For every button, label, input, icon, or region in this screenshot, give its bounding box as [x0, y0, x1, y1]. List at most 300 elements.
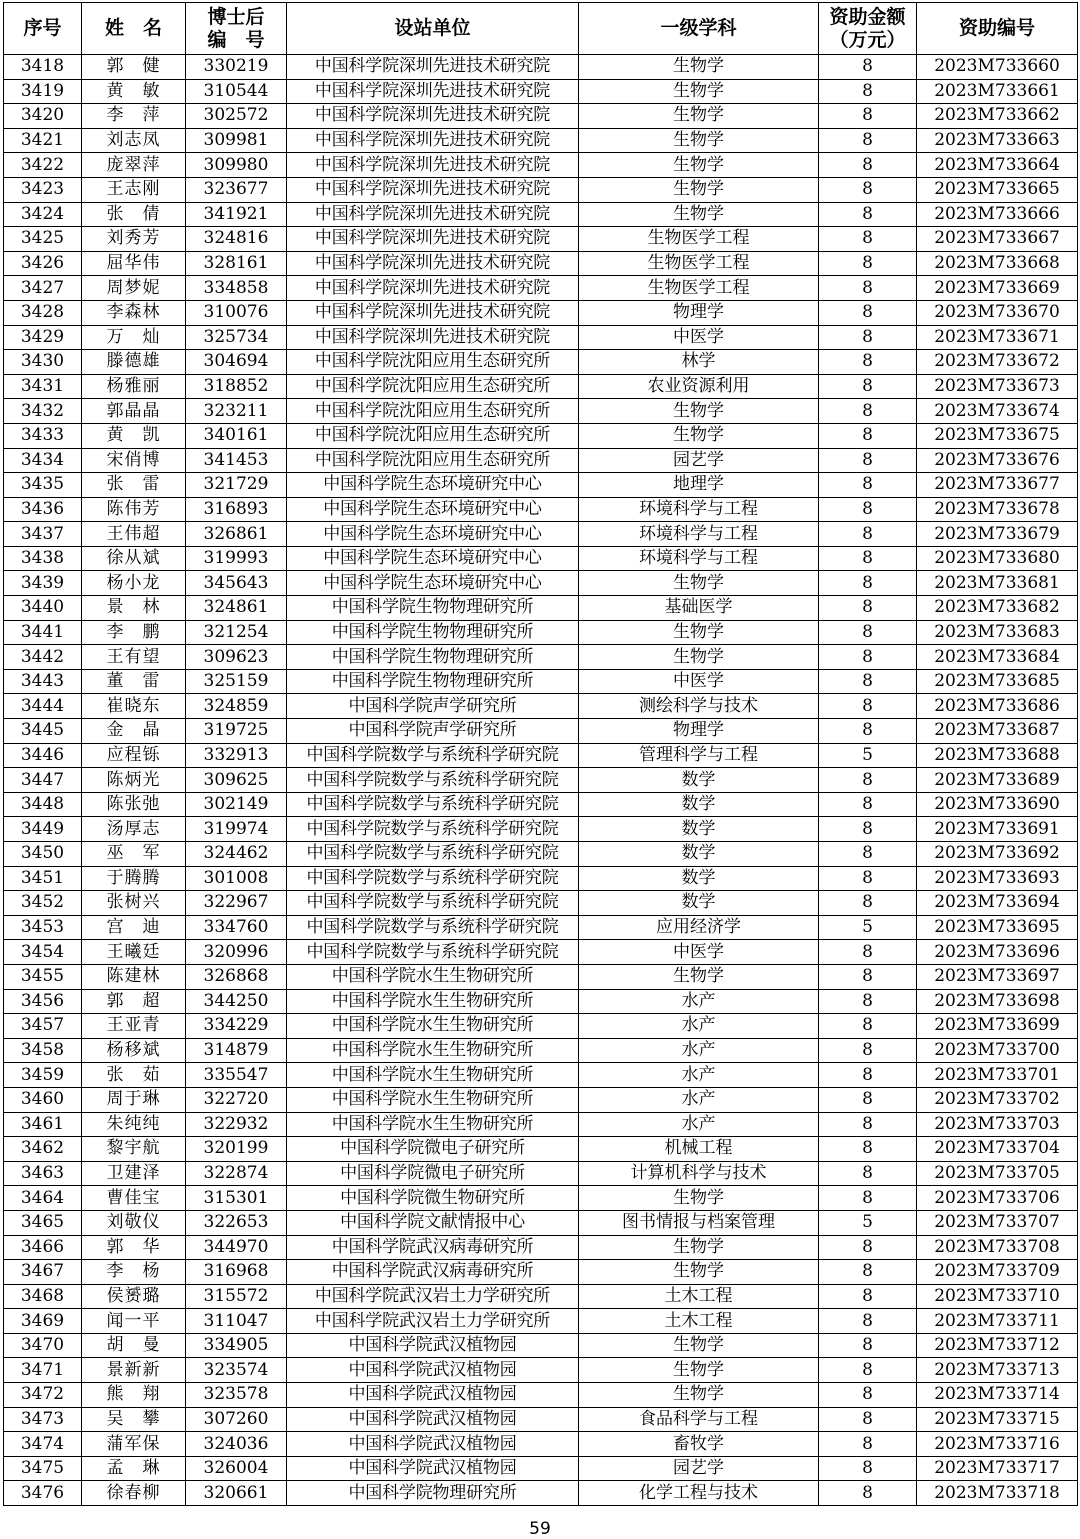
cell-amount: 8 [819, 325, 917, 350]
header-amount [819, 3, 917, 55]
cell-unit: 中国科学院生态环境研究中心 [287, 473, 579, 498]
table-row [4, 1260, 1078, 1285]
cell-unit: 中国科学院深圳先进技术研究院 [287, 251, 579, 276]
cell-postdoc-id: 325159 [186, 669, 287, 694]
cell-grant-id: 2023M733714 [917, 1383, 1078, 1408]
cell-seq: 3471 [4, 1358, 82, 1383]
header-amount-line1: 资助金额 [829, 5, 906, 28]
cell-discipline: 生物医学工程 [579, 251, 819, 276]
cell-seq: 3444 [4, 694, 82, 719]
table-row [4, 325, 1078, 350]
cell-unit: 中国科学院生态环境研究中心 [287, 571, 579, 596]
table-row [4, 55, 1078, 80]
cell-amount: 8 [819, 571, 917, 596]
cell-postdoc-id: 326861 [186, 522, 287, 547]
cell-amount: 8 [819, 251, 917, 276]
cell-grant-id: 2023M733667 [917, 227, 1078, 252]
cell-name: 滕德雄 [82, 350, 186, 375]
table-row [4, 423, 1078, 448]
cell-amount: 8 [819, 1186, 917, 1211]
cell-postdoc-id: 302149 [186, 792, 287, 817]
table-header [4, 3, 1078, 55]
cell-unit: 中国科学院数学与系统科学研究院 [287, 842, 579, 867]
table-row [4, 522, 1078, 547]
cell-postdoc-id: 316968 [186, 1260, 287, 1285]
cell-grant-id: 2023M733700 [917, 1038, 1078, 1063]
cell-name: 朱纯纯 [82, 1112, 186, 1137]
table-row [4, 1137, 1078, 1162]
cell-seq: 3450 [4, 842, 82, 867]
cell-seq: 3475 [4, 1456, 82, 1481]
cell-amount: 8 [819, 817, 917, 842]
cell-postdoc-id: 341921 [186, 202, 287, 227]
cell-seq: 3436 [4, 497, 82, 522]
cell-amount: 8 [819, 177, 917, 202]
cell-unit: 中国科学院水生生物研究所 [287, 964, 579, 989]
cell-unit: 中国科学院数学与系统科学研究院 [287, 817, 579, 842]
cell-discipline: 基础医学 [579, 596, 819, 621]
cell-postdoc-id: 319725 [186, 719, 287, 744]
cell-postdoc-id: 309981 [186, 128, 287, 153]
cell-name: 张 倩 [82, 202, 186, 227]
cell-grant-id: 2023M733706 [917, 1186, 1078, 1211]
table-row [4, 448, 1078, 473]
cell-grant-id: 2023M733686 [917, 694, 1078, 719]
cell-name: 王有望 [82, 645, 186, 670]
cell-amount: 8 [819, 1260, 917, 1285]
table-row [4, 620, 1078, 645]
cell-grant-id: 2023M733701 [917, 1063, 1078, 1088]
cell-amount: 8 [819, 1235, 917, 1260]
cell-postdoc-id: 334858 [186, 276, 287, 301]
cell-seq: 3422 [4, 153, 82, 178]
cell-seq: 3427 [4, 276, 82, 301]
cell-unit: 中国科学院水生生物研究所 [287, 1014, 579, 1039]
cell-name: 景新新 [82, 1358, 186, 1383]
cell-discipline: 生物医学工程 [579, 276, 819, 301]
cell-seq: 3456 [4, 989, 82, 1014]
cell-discipline: 地理学 [579, 473, 819, 498]
cell-postdoc-id: 326004 [186, 1456, 287, 1481]
cell-postdoc-id: 307260 [186, 1407, 287, 1432]
cell-seq: 3466 [4, 1235, 82, 1260]
cell-postdoc-id: 324036 [186, 1432, 287, 1457]
cell-postdoc-id: 325734 [186, 325, 287, 350]
cell-name: 黎宇航 [82, 1137, 186, 1162]
cell-discipline: 图书情报与档案管理 [579, 1210, 819, 1235]
funding-roster-table [3, 2, 1078, 1506]
cell-amount: 8 [819, 202, 917, 227]
cell-grant-id: 2023M733693 [917, 866, 1078, 891]
table-row [4, 891, 1078, 916]
cell-grant-id: 2023M733674 [917, 399, 1078, 424]
cell-name: 陈建林 [82, 964, 186, 989]
table-row [4, 669, 1078, 694]
cell-postdoc-id: 309623 [186, 645, 287, 670]
cell-seq: 3424 [4, 202, 82, 227]
cell-postdoc-id: 322967 [186, 891, 287, 916]
table-row [4, 177, 1078, 202]
table-row [4, 1407, 1078, 1432]
cell-postdoc-id: 330219 [186, 55, 287, 80]
cell-seq: 3454 [4, 940, 82, 965]
table-row [4, 1284, 1078, 1309]
cell-grant-id: 2023M733704 [917, 1137, 1078, 1162]
cell-unit: 中国科学院数学与系统科学研究院 [287, 792, 579, 817]
cell-grant-id: 2023M733702 [917, 1087, 1078, 1112]
cell-amount: 8 [819, 1014, 917, 1039]
cell-name: 杨小龙 [82, 571, 186, 596]
cell-seq: 3459 [4, 1063, 82, 1088]
cell-discipline: 生物学 [579, 423, 819, 448]
cell-seq: 3462 [4, 1137, 82, 1162]
cell-discipline: 数学 [579, 792, 819, 817]
cell-amount: 8 [819, 1161, 917, 1186]
cell-name: 郭 健 [82, 55, 186, 80]
cell-postdoc-id: 335547 [186, 1063, 287, 1088]
cell-discipline: 物理学 [579, 300, 819, 325]
cell-seq: 3463 [4, 1161, 82, 1186]
cell-grant-id: 2023M733711 [917, 1309, 1078, 1334]
cell-name: 徐从斌 [82, 546, 186, 571]
table-row [4, 915, 1078, 940]
cell-unit: 中国科学院声学研究所 [287, 694, 579, 719]
cell-discipline: 生物学 [579, 104, 819, 129]
cell-postdoc-id: 309980 [186, 153, 287, 178]
cell-unit: 中国科学院武汉植物园 [287, 1358, 579, 1383]
cell-grant-id: 2023M733694 [917, 891, 1078, 916]
cell-grant-id: 2023M733717 [917, 1456, 1078, 1481]
cell-name: 陈炳光 [82, 768, 186, 793]
cell-discipline: 水产 [579, 1038, 819, 1063]
cell-amount: 8 [819, 1063, 917, 1088]
cell-discipline: 生物学 [579, 1333, 819, 1358]
cell-unit: 中国科学院水生生物研究所 [287, 1038, 579, 1063]
table-row [4, 571, 1078, 596]
cell-unit: 中国科学院深圳先进技术研究院 [287, 153, 579, 178]
cell-name: 张树兴 [82, 891, 186, 916]
cell-amount: 8 [819, 940, 917, 965]
table-row [4, 374, 1078, 399]
cell-amount: 8 [819, 1432, 917, 1457]
cell-grant-id: 2023M733662 [917, 104, 1078, 129]
cell-unit: 中国科学院沈阳应用生态研究所 [287, 423, 579, 448]
cell-seq: 3421 [4, 128, 82, 153]
cell-amount: 8 [819, 1112, 917, 1137]
cell-postdoc-id: 304694 [186, 350, 287, 375]
cell-postdoc-id: 324859 [186, 694, 287, 719]
cell-postdoc-id: 314879 [186, 1038, 287, 1063]
cell-grant-id: 2023M733671 [917, 325, 1078, 350]
cell-discipline: 中医学 [579, 940, 819, 965]
cell-seq: 3457 [4, 1014, 82, 1039]
cell-name: 王志刚 [82, 177, 186, 202]
cell-seq: 3455 [4, 964, 82, 989]
table-row [4, 1383, 1078, 1408]
cell-unit: 中国科学院武汉植物园 [287, 1333, 579, 1358]
cell-postdoc-id: 332913 [186, 743, 287, 768]
cell-name: 蒲军保 [82, 1432, 186, 1457]
cell-amount: 8 [819, 669, 917, 694]
cell-amount: 8 [819, 1309, 917, 1334]
cell-amount: 5 [819, 1210, 917, 1235]
cell-amount: 8 [819, 300, 917, 325]
cell-amount: 5 [819, 743, 917, 768]
cell-seq: 3440 [4, 596, 82, 621]
cell-postdoc-id: 301008 [186, 866, 287, 891]
cell-postdoc-id: 309625 [186, 768, 287, 793]
cell-grant-id: 2023M733696 [917, 940, 1078, 965]
header-discipline: 一级学科 [579, 3, 819, 55]
cell-discipline: 水产 [579, 1112, 819, 1137]
cell-unit: 中国科学院武汉岩土力学研究所 [287, 1309, 579, 1334]
cell-seq: 3465 [4, 1210, 82, 1235]
cell-discipline: 畜牧学 [579, 1432, 819, 1457]
table-row [4, 1432, 1078, 1457]
cell-discipline: 生物学 [579, 153, 819, 178]
cell-amount: 8 [819, 842, 917, 867]
cell-name: 杨移斌 [82, 1038, 186, 1063]
cell-seq: 3460 [4, 1087, 82, 1112]
cell-amount: 8 [819, 1383, 917, 1408]
cell-unit: 中国科学院生物物理研究所 [287, 620, 579, 645]
cell-discipline: 物理学 [579, 719, 819, 744]
cell-seq: 3476 [4, 1481, 82, 1506]
cell-seq: 3469 [4, 1309, 82, 1334]
page-number: 59 [529, 1519, 551, 1539]
cell-unit: 中国科学院深圳先进技术研究院 [287, 227, 579, 252]
cell-unit: 中国科学院深圳先进技术研究院 [287, 177, 579, 202]
table-row [4, 473, 1078, 498]
cell-seq: 3453 [4, 915, 82, 940]
cell-name: 曹佳宝 [82, 1186, 186, 1211]
cell-amount: 8 [819, 350, 917, 375]
cell-discipline: 中医学 [579, 669, 819, 694]
cell-amount: 8 [819, 719, 917, 744]
cell-amount: 8 [819, 1407, 917, 1432]
cell-unit: 中国科学院微电子研究所 [287, 1161, 579, 1186]
cell-name: 景 林 [82, 596, 186, 621]
cell-postdoc-id: 323211 [186, 399, 287, 424]
cell-unit: 中国科学院数学与系统科学研究院 [287, 743, 579, 768]
cell-discipline: 水产 [579, 1063, 819, 1088]
cell-postdoc-id: 319974 [186, 817, 287, 842]
cell-grant-id: 2023M733687 [917, 719, 1078, 744]
cell-discipline: 园艺学 [579, 448, 819, 473]
cell-discipline: 生物学 [579, 645, 819, 670]
cell-amount: 8 [819, 104, 917, 129]
cell-unit: 中国科学院深圳先进技术研究院 [287, 325, 579, 350]
cell-name: 郭 超 [82, 989, 186, 1014]
cell-seq: 3464 [4, 1186, 82, 1211]
cell-postdoc-id: 328161 [186, 251, 287, 276]
cell-discipline: 生物学 [579, 1235, 819, 1260]
table-row [4, 1309, 1078, 1334]
cell-grant-id: 2023M733699 [917, 1014, 1078, 1039]
cell-amount: 8 [819, 866, 917, 891]
cell-postdoc-id: 320661 [186, 1481, 287, 1506]
cell-discipline: 化学工程与技术 [579, 1481, 819, 1506]
cell-name: 刘秀芳 [82, 227, 186, 252]
cell-unit: 中国科学院数学与系统科学研究院 [287, 768, 579, 793]
header-unit: 设站单位 [287, 3, 579, 55]
cell-seq: 3448 [4, 792, 82, 817]
cell-discipline: 林学 [579, 350, 819, 375]
cell-seq: 3472 [4, 1383, 82, 1408]
cell-amount: 8 [819, 128, 917, 153]
cell-unit: 中国科学院数学与系统科学研究院 [287, 915, 579, 940]
cell-name: 侯赟璐 [82, 1284, 186, 1309]
header-name: 姓 名 [82, 3, 186, 55]
cell-unit: 中国科学院沈阳应用生态研究所 [287, 350, 579, 375]
cell-seq: 3431 [4, 374, 82, 399]
cell-grant-id: 2023M733660 [917, 55, 1078, 80]
cell-discipline: 应用经济学 [579, 915, 819, 940]
cell-discipline: 数学 [579, 866, 819, 891]
cell-discipline: 园艺学 [579, 1456, 819, 1481]
cell-grant-id: 2023M733663 [917, 128, 1078, 153]
table-row [4, 645, 1078, 670]
cell-discipline: 土木工程 [579, 1284, 819, 1309]
cell-name: 崔晓东 [82, 694, 186, 719]
table-row [4, 153, 1078, 178]
cell-grant-id: 2023M733705 [917, 1161, 1078, 1186]
cell-grant-id: 2023M733692 [917, 842, 1078, 867]
cell-name: 屈华伟 [82, 251, 186, 276]
cell-discipline: 生物学 [579, 620, 819, 645]
cell-unit: 中国科学院深圳先进技术研究院 [287, 55, 579, 80]
cell-unit: 中国科学院水生生物研究所 [287, 1063, 579, 1088]
cell-amount: 8 [819, 497, 917, 522]
cell-amount: 8 [819, 1137, 917, 1162]
cell-seq: 3420 [4, 104, 82, 129]
cell-discipline: 水产 [579, 1087, 819, 1112]
cell-unit: 中国科学院沈阳应用生态研究所 [287, 399, 579, 424]
cell-amount: 8 [819, 768, 917, 793]
cell-postdoc-id: 340161 [186, 423, 287, 448]
cell-seq: 3449 [4, 817, 82, 842]
cell-seq: 3443 [4, 669, 82, 694]
cell-name: 孟 琳 [82, 1456, 186, 1481]
cell-seq: 3470 [4, 1333, 82, 1358]
table-row [4, 964, 1078, 989]
cell-grant-id: 2023M733673 [917, 374, 1078, 399]
cell-grant-id: 2023M733677 [917, 473, 1078, 498]
cell-seq: 3418 [4, 55, 82, 80]
cell-name: 董 雷 [82, 669, 186, 694]
table-row [4, 768, 1078, 793]
cell-discipline: 生物学 [579, 399, 819, 424]
cell-seq: 3426 [4, 251, 82, 276]
cell-postdoc-id: 324816 [186, 227, 287, 252]
document-page [3, 2, 1077, 1506]
cell-seq: 3447 [4, 768, 82, 793]
cell-amount: 8 [819, 374, 917, 399]
cell-name: 杨雅丽 [82, 374, 186, 399]
cell-unit: 中国科学院武汉植物园 [287, 1407, 579, 1432]
cell-discipline: 生物学 [579, 55, 819, 80]
cell-unit: 中国科学院深圳先进技术研究院 [287, 104, 579, 129]
cell-amount: 8 [819, 79, 917, 104]
cell-seq: 3452 [4, 891, 82, 916]
cell-postdoc-id: 345643 [186, 571, 287, 596]
cell-discipline: 数学 [579, 768, 819, 793]
cell-unit: 中国科学院生物物理研究所 [287, 596, 579, 621]
cell-discipline: 管理科学与工程 [579, 743, 819, 768]
cell-amount: 8 [819, 1038, 917, 1063]
cell-postdoc-id: 320996 [186, 940, 287, 965]
cell-postdoc-id: 320199 [186, 1137, 287, 1162]
cell-amount: 8 [819, 399, 917, 424]
cell-postdoc-id: 322874 [186, 1161, 287, 1186]
cell-name: 周于琳 [82, 1087, 186, 1112]
cell-seq: 3467 [4, 1260, 82, 1285]
cell-seq: 3433 [4, 423, 82, 448]
cell-name: 庞翠萍 [82, 153, 186, 178]
cell-grant-id: 2023M733672 [917, 350, 1078, 375]
cell-grant-id: 2023M733678 [917, 497, 1078, 522]
cell-seq: 3442 [4, 645, 82, 670]
table-row [4, 251, 1078, 276]
cell-postdoc-id: 334760 [186, 915, 287, 940]
cell-amount: 8 [819, 1456, 917, 1481]
cell-grant-id: 2023M733681 [917, 571, 1078, 596]
cell-name: 王曦廷 [82, 940, 186, 965]
cell-unit: 中国科学院物理研究所 [287, 1481, 579, 1506]
cell-name: 宋俏博 [82, 448, 186, 473]
cell-postdoc-id: 334905 [186, 1333, 287, 1358]
cell-postdoc-id: 322720 [186, 1087, 287, 1112]
cell-grant-id: 2023M733676 [917, 448, 1078, 473]
cell-amount: 8 [819, 55, 917, 80]
cell-name: 郭 华 [82, 1235, 186, 1260]
cell-unit: 中国科学院武汉病毒研究所 [287, 1260, 579, 1285]
cell-postdoc-id: 323574 [186, 1358, 287, 1383]
table-row [4, 1456, 1078, 1481]
cell-seq: 3445 [4, 719, 82, 744]
cell-unit: 中国科学院武汉植物园 [287, 1456, 579, 1481]
table-row [4, 1481, 1078, 1506]
cell-unit: 中国科学院水生生物研究所 [287, 989, 579, 1014]
cell-name: 王亚青 [82, 1014, 186, 1039]
cell-discipline: 生物学 [579, 128, 819, 153]
cell-discipline: 食品科学与工程 [579, 1407, 819, 1432]
cell-name: 胡 曼 [82, 1333, 186, 1358]
cell-unit: 中国科学院沈阳应用生态研究所 [287, 374, 579, 399]
cell-discipline: 生物学 [579, 1260, 819, 1285]
cell-grant-id: 2023M733691 [917, 817, 1078, 842]
cell-seq: 3438 [4, 546, 82, 571]
cell-seq: 3432 [4, 399, 82, 424]
header-row [4, 3, 1078, 55]
table-row [4, 1014, 1078, 1039]
table-row [4, 1333, 1078, 1358]
cell-seq: 3435 [4, 473, 82, 498]
cell-name: 李 鹏 [82, 620, 186, 645]
cell-name: 李 萍 [82, 104, 186, 129]
cell-amount: 8 [819, 989, 917, 1014]
cell-grant-id: 2023M733683 [917, 620, 1078, 645]
cell-unit: 中国科学院微生物研究所 [287, 1186, 579, 1211]
cell-amount: 8 [819, 620, 917, 645]
cell-grant-id: 2023M733679 [917, 522, 1078, 547]
cell-amount: 8 [819, 473, 917, 498]
table-row [4, 1210, 1078, 1235]
cell-seq: 3430 [4, 350, 82, 375]
cell-unit: 中国科学院文献情报中心 [287, 1210, 579, 1235]
table-row [4, 1358, 1078, 1383]
table-row [4, 202, 1078, 227]
